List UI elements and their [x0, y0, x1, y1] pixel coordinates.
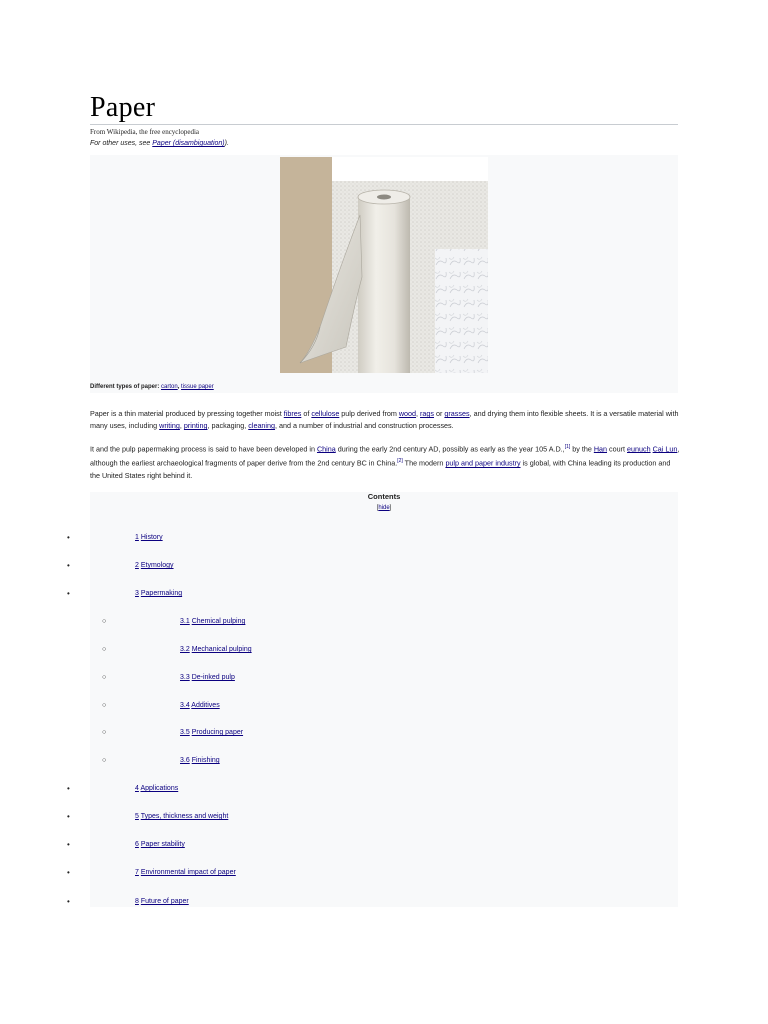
eunuch-link[interactable]: eunuch — [627, 444, 651, 454]
toc-item-paper-stability[interactable] — [135, 841, 185, 848]
tagline: From Wikipedia, the free encyclopedia — [90, 128, 200, 136]
toc-label[interactable]: Mechanical pulping — [191, 646, 252, 653]
toc-number[interactable]: 2 — [135, 562, 139, 569]
toc-label[interactable]: Producing paper — [191, 729, 244, 736]
hatnote-prefix: For other uses, see — [90, 140, 153, 147]
toc-item-environmental-impact[interactable] — [135, 869, 236, 876]
toc-label[interactable]: Finishing — [191, 757, 220, 764]
list-bullet: ○ — [102, 729, 107, 736]
text: court — [607, 444, 627, 454]
text: by the — [570, 444, 594, 454]
list-bullet: • — [67, 868, 70, 877]
list-bullet: ○ — [102, 674, 107, 681]
toc-bracket: ] — [389, 505, 392, 511]
toc-label[interactable]: Papermaking — [140, 590, 183, 597]
toc-number[interactable]: 3.2 — [180, 646, 190, 653]
list-bullet: • — [67, 589, 70, 598]
list-bullet: • — [67, 533, 70, 542]
list-bullet: • — [67, 897, 70, 906]
toc-number[interactable]: 8 — [135, 898, 139, 905]
toc-label[interactable]: Future of paper — [140, 898, 189, 905]
toc-item-producing-paper[interactable] — [180, 729, 243, 736]
list-bullet: • — [67, 784, 70, 793]
toc-label[interactable]: History — [140, 534, 163, 541]
tissue-paper-link[interactable]: tissue paper — [181, 384, 214, 390]
toc-item-additives[interactable] — [180, 702, 220, 709]
rags-link[interactable]: rags — [420, 409, 435, 418]
citation-2[interactable]: [2] — [397, 458, 403, 465]
toc-number[interactable]: 4 — [135, 785, 139, 792]
toc-bracket: [ — [376, 505, 379, 511]
text: or — [434, 409, 445, 418]
hatnote — [90, 140, 229, 147]
toc-label[interactable]: Paper stability — [140, 841, 185, 848]
toc-item-future-of-paper[interactable] — [135, 898, 189, 905]
writing-link[interactable]: writing — [159, 421, 180, 430]
intro-paragraph-1 — [90, 408, 680, 432]
list-bullet: • — [67, 561, 70, 570]
citation-1[interactable]: [1] — [564, 444, 571, 450]
intro-paragraph-2 — [90, 441, 680, 482]
text: , packaging, — [207, 421, 249, 430]
toc-title: Contents — [367, 492, 401, 501]
cai-lun-link[interactable]: Cai Lun — [652, 444, 678, 454]
toc-number[interactable]: 3.3 — [180, 674, 190, 681]
toc-number[interactable]: 3.1 — [180, 618, 190, 625]
page-title: Paper — [90, 92, 156, 123]
lead-figure — [90, 155, 678, 393]
text: during the early 2nd century AD, possibly as early as the year 105 A.D., — [335, 444, 565, 454]
text: , and a number of industrial and construction processes. — [275, 421, 454, 430]
toc-number[interactable]: 6 — [135, 841, 139, 848]
caption-text: Different types of paper: — [90, 384, 162, 390]
disambiguation-link[interactable]: Paper (disambiguation) — [152, 140, 225, 147]
list-bullet: ○ — [102, 757, 107, 764]
toc-label[interactable]: Additives — [191, 702, 220, 709]
carton-link[interactable]: carton — [161, 384, 178, 390]
toc-number[interactable]: 7 — [135, 869, 139, 876]
toc-number[interactable]: 3.6 — [180, 757, 190, 764]
list-bullet: ○ — [102, 618, 107, 625]
text: , — [416, 409, 421, 418]
toc-item-finishing[interactable] — [180, 757, 220, 764]
toc-item-history[interactable] — [135, 534, 163, 541]
caption-separator: , — [177, 384, 182, 390]
toc-number[interactable]: 5 — [135, 813, 139, 820]
toc-label[interactable]: De-inked pulp — [191, 674, 235, 681]
fibres-link[interactable]: fibres — [283, 409, 302, 418]
text: It and the pulp papermaking process is said to have been developed in — [90, 444, 317, 454]
list-bullet: • — [67, 840, 70, 849]
hatnote-suffix: ). — [224, 140, 229, 147]
cellulose-link[interactable]: cellulose — [311, 409, 340, 418]
toc-label[interactable]: Etymology — [140, 562, 174, 569]
toc-number[interactable]: 3 — [135, 590, 139, 597]
toc-toggle — [90, 505, 678, 511]
toc-item-etymology[interactable] — [135, 562, 174, 569]
wood-link[interactable]: wood — [398, 409, 417, 418]
toc-item-chemical-pulping[interactable] — [180, 618, 245, 625]
toc-item-papermaking[interactable] — [135, 590, 182, 597]
title-divider — [90, 124, 678, 125]
toc-label[interactable]: Types, thickness and weight — [140, 813, 229, 820]
list-bullet: ○ — [102, 702, 107, 709]
toc-item-mechanical-pulping[interactable] — [180, 646, 252, 653]
toc-label[interactable]: Environmental impact of paper — [140, 869, 236, 876]
text: , although the earliest archaeological fragments of paper derive from the 2nd century BC in China. — [90, 444, 680, 468]
text: , and drying them into flexible sheets. It is a versatile material with many uses, including — [90, 409, 679, 430]
paper-types-image[interactable] — [280, 157, 488, 373]
text: of — [301, 409, 312, 418]
toc-number[interactable]: 3.4 — [180, 702, 190, 709]
toc-number[interactable]: 3.5 — [180, 729, 190, 736]
list-bullet: • — [67, 812, 70, 821]
text: is global, with China leading its production and the United States right behind it. — [90, 458, 671, 480]
figure-caption — [90, 384, 214, 390]
toc-hide-link[interactable]: hide — [378, 505, 390, 511]
pulp-paper-industry-link[interactable]: pulp and paper industry — [445, 458, 521, 468]
text: pulp derived from — [339, 409, 399, 418]
printing-link[interactable]: printing — [183, 421, 208, 430]
toc-item-de-inked-pulp[interactable] — [180, 674, 235, 681]
toc-label[interactable]: Applications — [140, 785, 179, 792]
toc-number[interactable]: 1 — [135, 534, 139, 541]
text: Paper is a thin material produced by pressing together moist — [90, 409, 284, 418]
china-link[interactable]: China — [316, 444, 336, 454]
list-bullet: ○ — [102, 646, 107, 653]
text: The modern — [402, 458, 446, 468]
toc-item-applications[interactable] — [135, 785, 178, 792]
grasses-link[interactable]: grasses — [444, 409, 470, 418]
cleaning-link[interactable]: cleaning — [248, 421, 276, 430]
text: , — [179, 421, 184, 430]
han-link[interactable]: Han — [593, 444, 608, 454]
toc-label[interactable]: Chemical pulping — [191, 618, 246, 625]
toc-item-types-thickness-weight[interactable] — [135, 813, 228, 820]
